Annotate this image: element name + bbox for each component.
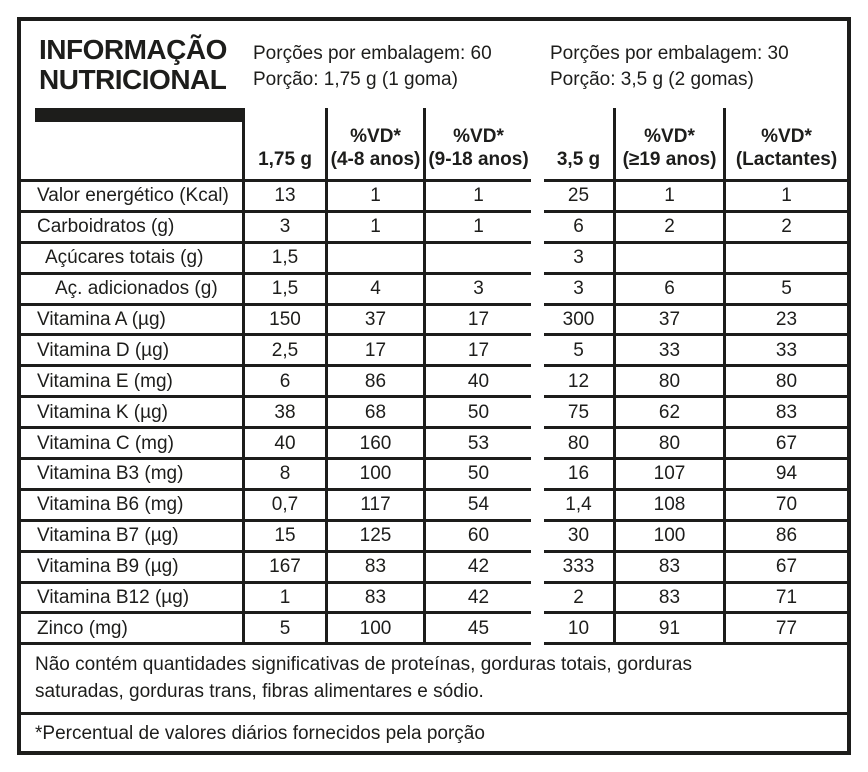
value-cell: 1	[245, 584, 325, 615]
label-title-line1: INFORMAÇÃO	[39, 34, 227, 65]
serving-info-right	[550, 41, 789, 93]
value-cell: 5	[544, 336, 613, 367]
row-label: Açúcares totais (g)	[21, 244, 245, 275]
header-line-bottom: (≥19 anos)	[622, 149, 717, 170]
value-cell: 33	[723, 336, 847, 367]
value-cell: 68	[325, 398, 423, 429]
value-cell: 6	[245, 367, 325, 398]
serving-info-left	[253, 41, 492, 93]
value-cell: 23	[723, 306, 847, 337]
value-cell: 45	[423, 614, 531, 645]
footnote-no-significant-amounts: Não contém quantidades significativas de proteínas, gorduras totais, gorduras saturadas, gorduras trans, fibras alimentares e sódio.	[21, 645, 847, 715]
group-gap	[531, 491, 544, 522]
value-cell: 1	[613, 182, 723, 213]
value-cell: 71	[723, 584, 847, 615]
value-cell	[613, 244, 723, 275]
value-cell: 8	[245, 460, 325, 491]
value-cell: 17	[423, 306, 531, 337]
value-cell: 38	[245, 398, 325, 429]
value-cell: 1,4	[544, 491, 613, 522]
value-cell: 2,5	[245, 336, 325, 367]
value-cell: 2	[723, 213, 847, 244]
value-cell: 13	[245, 182, 325, 213]
value-cell: 1,5	[245, 244, 325, 275]
servings-per-package-left: Porções por embalagem: 60	[253, 43, 492, 64]
value-cell: 83	[325, 584, 423, 615]
value-cell: 80	[723, 367, 847, 398]
nutrition-table	[21, 108, 847, 645]
value-cell: 67	[723, 553, 847, 584]
header-line-bottom: (Lactantes)	[735, 149, 838, 170]
value-cell: 1	[723, 182, 847, 213]
value-cell: 86	[325, 367, 423, 398]
nutrition-label	[17, 17, 851, 755]
label-title-line2: NUTRICIONAL	[39, 64, 227, 95]
value-cell: 83	[613, 553, 723, 584]
row-label: Vitamina D (µg)	[21, 336, 245, 367]
row-label: Vitamina C (mg)	[21, 429, 245, 460]
header-label-cell	[21, 108, 245, 182]
value-cell: 75	[544, 398, 613, 429]
header-line-top: %VD*	[761, 126, 812, 147]
row-label: Vitamina E (mg)	[21, 367, 245, 398]
group-gap	[531, 336, 544, 367]
value-cell: 40	[245, 429, 325, 460]
header-vd-9-18	[423, 108, 531, 182]
value-cell: 1	[325, 182, 423, 213]
value-cell: 16	[544, 460, 613, 491]
value-cell: 94	[723, 460, 847, 491]
value-cell: 67	[723, 429, 847, 460]
value-cell: 54	[423, 491, 531, 522]
group-gap	[531, 367, 544, 398]
servings-per-package-right: Porções por embalagem: 30	[550, 43, 789, 64]
value-cell: 50	[423, 460, 531, 491]
serving-size-left: Porção: 1,75 g (1 goma)	[253, 69, 458, 90]
footnote-daily-values: *Percentual de valores diários fornecidos pela porção	[35, 723, 485, 744]
header-vd-lactantes	[723, 108, 847, 182]
value-cell	[423, 244, 531, 275]
label-title	[39, 35, 227, 95]
serving-size-right: Porção: 3,5 g (2 gomas)	[550, 69, 754, 90]
value-cell: 15	[245, 522, 325, 553]
value-cell: 10	[544, 614, 613, 645]
header-vd-4-8	[325, 108, 423, 182]
row-label: Carboidratos (g)	[21, 213, 245, 244]
value-cell: 83	[723, 398, 847, 429]
value-cell: 0,7	[245, 491, 325, 522]
group-gap	[531, 182, 544, 213]
value-cell: 300	[544, 306, 613, 337]
group-gap	[531, 584, 544, 615]
value-cell: 1	[423, 213, 531, 244]
value-cell: 42	[423, 584, 531, 615]
value-cell: 1	[325, 213, 423, 244]
value-cell: 333	[544, 553, 613, 584]
row-label: Vitamina B6 (mg)	[21, 491, 245, 522]
value-cell	[325, 244, 423, 275]
header-line-top: %VD*	[453, 126, 504, 147]
value-cell	[723, 244, 847, 275]
value-cell: 37	[613, 306, 723, 337]
value-cell: 6	[613, 275, 723, 306]
header-line-bottom: (4-8 anos)	[330, 149, 421, 170]
value-cell: 17	[423, 336, 531, 367]
value-cell: 86	[723, 522, 847, 553]
value-cell: 42	[423, 553, 531, 584]
row-label: Vitamina A (µg)	[21, 306, 245, 337]
group-gap	[531, 213, 544, 244]
value-cell: 40	[423, 367, 531, 398]
value-cell: 3	[245, 213, 325, 244]
value-cell: 117	[325, 491, 423, 522]
black-bar	[35, 108, 242, 122]
value-cell: 77	[723, 614, 847, 645]
value-cell: 80	[613, 367, 723, 398]
header-line-top: %VD*	[644, 126, 695, 147]
group-gap	[531, 522, 544, 553]
value-cell: 60	[423, 522, 531, 553]
value-cell: 83	[325, 553, 423, 584]
value-cell: 37	[325, 306, 423, 337]
value-cell: 17	[325, 336, 423, 367]
group-gap	[531, 275, 544, 306]
header-line-bottom: (9-18 anos)	[428, 149, 529, 170]
header-vd-19plus	[613, 108, 723, 182]
group-gap	[531, 306, 544, 337]
value-cell: 100	[325, 614, 423, 645]
value-cell: 53	[423, 429, 531, 460]
value-cell: 1	[423, 182, 531, 213]
value-cell: 12	[544, 367, 613, 398]
value-cell: 50	[423, 398, 531, 429]
group-gap	[531, 460, 544, 491]
row-label: Vitamina B7 (µg)	[21, 522, 245, 553]
row-label: Vitamina B9 (µg)	[21, 553, 245, 584]
value-cell: 2	[613, 213, 723, 244]
header-line-bottom: 3,5 g	[556, 149, 601, 170]
value-cell: 83	[613, 584, 723, 615]
header-line-bottom: 1,75 g	[258, 149, 312, 170]
value-cell: 100	[325, 460, 423, 491]
value-cell: 62	[613, 398, 723, 429]
value-cell: 4	[325, 275, 423, 306]
value-cell: 25	[544, 182, 613, 213]
value-cell: 150	[245, 306, 325, 337]
row-label: Vitamina B3 (mg)	[21, 460, 245, 491]
value-cell: 2	[544, 584, 613, 615]
row-label: Aç. adicionados (g)	[21, 275, 245, 306]
row-label: Zinco (mg)	[21, 614, 245, 645]
row-label: Vitamina B12 (µg)	[21, 584, 245, 615]
value-cell: 125	[325, 522, 423, 553]
value-cell: 167	[245, 553, 325, 584]
value-cell: 3	[423, 275, 531, 306]
value-cell: 108	[613, 491, 723, 522]
group-gap	[531, 244, 544, 275]
header-portion-1	[245, 108, 325, 182]
value-cell: 107	[613, 460, 723, 491]
header-portion-2	[544, 108, 613, 182]
value-cell: 80	[613, 429, 723, 460]
value-cell: 3	[544, 244, 613, 275]
value-cell: 1,5	[245, 275, 325, 306]
row-label: Valor energético (Kcal)	[21, 182, 245, 213]
value-cell: 91	[613, 614, 723, 645]
group-gap	[531, 614, 544, 645]
group-gap	[531, 429, 544, 460]
group-gap	[531, 108, 544, 182]
group-gap	[531, 398, 544, 429]
value-cell: 5	[245, 614, 325, 645]
group-gap	[531, 553, 544, 584]
value-cell: 6	[544, 213, 613, 244]
value-cell: 3	[544, 275, 613, 306]
value-cell: 5	[723, 275, 847, 306]
value-cell: 160	[325, 429, 423, 460]
value-cell: 30	[544, 522, 613, 553]
value-cell: 100	[613, 522, 723, 553]
value-cell: 70	[723, 491, 847, 522]
value-cell: 80	[544, 429, 613, 460]
value-cell: 33	[613, 336, 723, 367]
row-label: Vitamina K (µg)	[21, 398, 245, 429]
header-line-top: %VD*	[350, 126, 401, 147]
